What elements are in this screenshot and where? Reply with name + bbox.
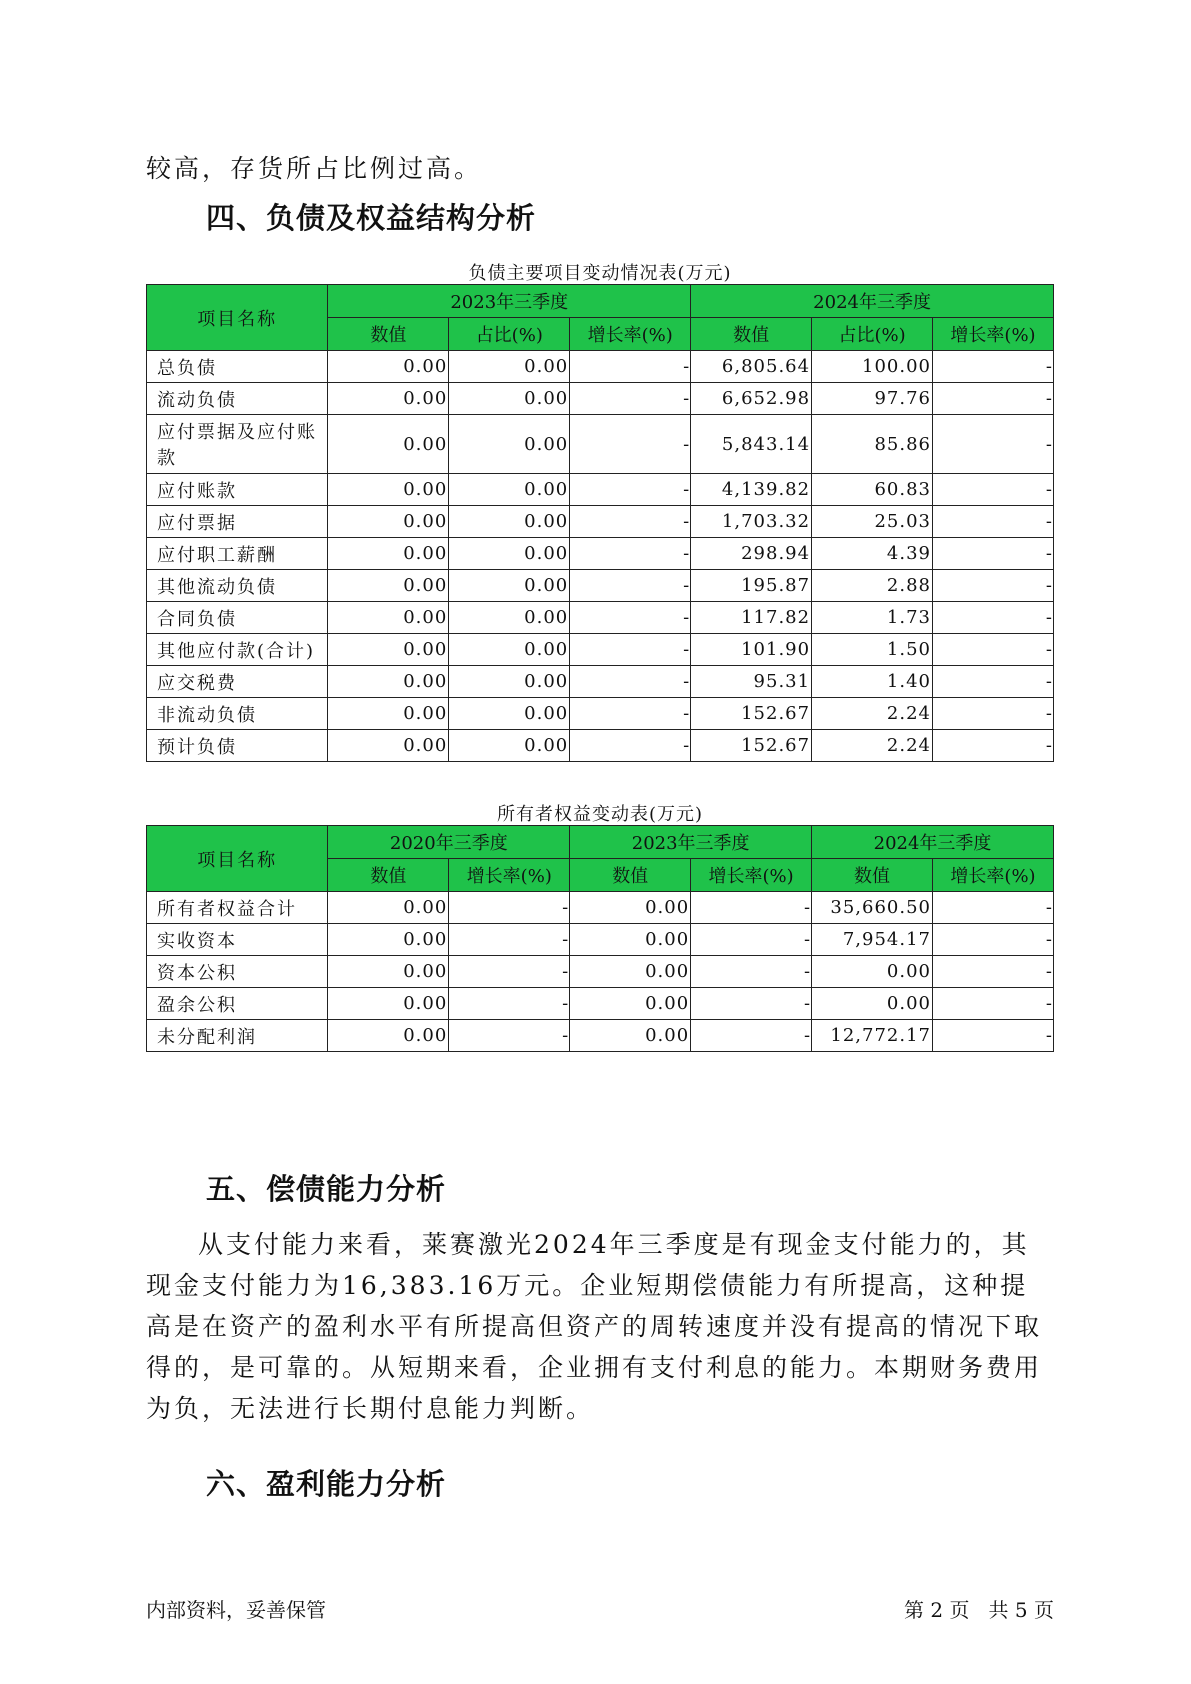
row-label: 未分配利润 [147,1020,328,1052]
table-row [147,474,1054,506]
table-row [147,506,1054,538]
value-cell: 117.82 [691,602,812,634]
growth-cell: - [449,1020,570,1052]
growth-cell: - [933,666,1054,698]
share-cell: 2.24 [812,730,933,762]
growth-cell: - [449,956,570,988]
row-label: 应交税费 [147,666,328,698]
table-row [147,698,1054,730]
growth-cell: - [933,351,1054,383]
value-cell: 4,139.82 [691,474,812,506]
growth-cell: - [933,698,1054,730]
share-cell: 0.00 [449,351,570,383]
value-cell: 5,843.14 [691,415,812,474]
value-cell: 298.94 [691,538,812,570]
share-cell: 0.00 [449,698,570,730]
share-cell: 2.24 [812,698,933,730]
period-header: 2024年三季度 [691,285,1054,318]
row-label: 预计负债 [147,730,328,762]
value-cell: 152.67 [691,698,812,730]
share-cell: 0.00 [449,415,570,474]
value-cell: 12,772.17 [812,1020,933,1052]
growth-cell: - [691,892,812,924]
period-header: 2024年三季度 [812,826,1054,859]
growth-cell: - [933,570,1054,602]
share-cell: 1.50 [812,634,933,666]
value-cell: 0.00 [812,988,933,1020]
value-cell: 0.00 [328,415,449,474]
table-row [147,892,1054,924]
share-cell: 100.00 [812,351,933,383]
share-cell: 0.00 [449,570,570,602]
row-label: 合同负债 [147,602,328,634]
row-label: 应付职工薪酬 [147,538,328,570]
section5-heading: 五、偿债能力分析 [206,1172,447,1206]
period-header: 2023年三季度 [570,826,812,859]
growth-cell: - [933,988,1054,1020]
value-cell: 7,954.17 [812,924,933,956]
growth-cell: - [933,602,1054,634]
share-cell: 0.00 [449,666,570,698]
growth-cell: - [570,634,691,666]
value-cell: 0.00 [328,634,449,666]
name-column-header: 项目名称 [147,826,328,892]
value-cell: 0.00 [328,956,449,988]
share-cell: 1.73 [812,602,933,634]
sub-header: 占比(%) [812,318,933,351]
table-row [147,383,1054,415]
growth-cell: - [933,892,1054,924]
value-cell: 0.00 [328,506,449,538]
value-cell: 0.00 [328,538,449,570]
equity-table [146,825,1054,1052]
table-row [147,1020,1054,1052]
row-label: 资本公积 [147,956,328,988]
growth-cell: - [570,602,691,634]
growth-cell: - [933,415,1054,474]
growth-cell: - [933,1020,1054,1052]
liabilities-table-caption: 负债主要项目变动情况表(万元) [468,263,732,284]
value-cell: 0.00 [328,570,449,602]
share-cell: 0.00 [449,474,570,506]
value-cell: 0.00 [328,1020,449,1052]
growth-cell: - [570,383,691,415]
table-row [147,602,1054,634]
growth-cell: - [933,730,1054,762]
table-row [147,570,1054,602]
value-cell: 195.87 [691,570,812,602]
share-cell: 0.00 [449,383,570,415]
share-cell: 0.00 [449,730,570,762]
value-cell: 6,652.98 [691,383,812,415]
value-cell: 0.00 [570,1020,691,1052]
growth-cell: - [449,892,570,924]
growth-cell: - [570,666,691,698]
growth-cell: - [570,730,691,762]
share-cell: 60.83 [812,474,933,506]
row-label: 应付票据 [147,506,328,538]
sub-header: 增长率(%) [570,318,691,351]
growth-cell: - [570,538,691,570]
value-cell: 95.31 [691,666,812,698]
growth-cell: - [933,506,1054,538]
footer-confidential-note: 内部资料，妥善保管 [146,1598,326,1622]
share-cell: 85.86 [812,415,933,474]
liabilities-table [146,284,1054,762]
growth-cell: - [933,956,1054,988]
equity-table-caption: 所有者权益变动表(万元) [496,804,704,825]
row-label: 总负债 [147,351,328,383]
share-cell: 97.76 [812,383,933,415]
row-label: 盈余公积 [147,988,328,1020]
table-row [147,415,1054,474]
value-cell: 0.00 [328,666,449,698]
value-cell: 0.00 [328,383,449,415]
value-cell: 6,805.64 [691,351,812,383]
sub-header: 数值 [691,318,812,351]
growth-cell: - [691,956,812,988]
table-row [147,351,1054,383]
share-cell: 0.00 [449,634,570,666]
growth-cell: - [933,474,1054,506]
growth-cell: - [570,570,691,602]
value-cell: 0.00 [328,924,449,956]
period-header: 2020年三季度 [328,826,570,859]
row-label: 应付账款 [147,474,328,506]
growth-cell: - [449,924,570,956]
share-cell: 0.00 [449,506,570,538]
value-cell: 0.00 [812,956,933,988]
row-label: 其他应付款(合计) [147,634,328,666]
growth-cell: - [933,383,1054,415]
section4-heading: 四、负债及权益结构分析 [206,201,537,235]
share-cell: 25.03 [812,506,933,538]
period-header: 2023年三季度 [328,285,691,318]
value-cell: 0.00 [328,602,449,634]
solvency-paragraph: 从支付能力来看，莱赛激光2024年三季度是有现金支付能力的，其现金支付能力为16,383.16万元。企业短期偿债能力有所提高，这种提高是在资产的盈利水平有所提高但资产的周转速度并没有提高的情况下取得的，是可靠的。从短期来看，企业拥有支付利息的能力。本期财务费用为负，无法进行长期付息能力判断。 [146,1230,1043,1423]
growth-cell: - [570,351,691,383]
table-row [147,634,1054,666]
table-row [147,988,1054,1020]
value-cell: 0.00 [570,892,691,924]
value-cell: 101.90 [691,634,812,666]
value-cell: 1,703.32 [691,506,812,538]
footer-page-number: 第 2 页 共 5 页 [904,1598,1054,1622]
row-label: 其他流动负债 [147,570,328,602]
share-cell: 4.39 [812,538,933,570]
growth-cell: - [449,988,570,1020]
table-row [147,666,1054,698]
row-label: 应付票据及应付账款 [147,415,328,474]
row-label: 非流动负债 [147,698,328,730]
growth-cell: - [570,506,691,538]
sub-header: 增长率(%) [449,859,570,892]
row-label: 实收资本 [147,924,328,956]
section6-heading: 六、盈利能力分析 [206,1467,447,1501]
share-cell: 0.00 [449,538,570,570]
table-row [147,730,1054,762]
share-cell: 2.88 [812,570,933,602]
growth-cell: - [933,924,1054,956]
table-row [147,538,1054,570]
value-cell: 0.00 [328,892,449,924]
value-cell: 0.00 [328,988,449,1020]
sub-header: 增长率(%) [933,318,1054,351]
value-cell: 0.00 [328,474,449,506]
value-cell: 0.00 [570,924,691,956]
sub-header: 数值 [570,859,691,892]
growth-cell: - [691,988,812,1020]
row-label: 流动负债 [147,383,328,415]
value-cell: 0.00 [328,730,449,762]
sub-header: 增长率(%) [691,859,812,892]
share-cell: 0.00 [449,602,570,634]
sub-header: 占比(%) [449,318,570,351]
continued-paragraph: 较高，存货所占比例过高。 [146,154,483,183]
sub-header: 数值 [812,859,933,892]
sub-header: 数值 [328,318,449,351]
value-cell: 35,660.50 [812,892,933,924]
growth-cell: - [570,698,691,730]
value-cell: 0.00 [328,351,449,383]
growth-cell: - [570,474,691,506]
table-row [147,956,1054,988]
growth-cell: - [691,1020,812,1052]
name-column-header: 项目名称 [147,285,328,351]
sub-header: 增长率(%) [933,859,1054,892]
growth-cell: - [933,538,1054,570]
value-cell: 152.67 [691,730,812,762]
growth-cell: - [691,924,812,956]
row-label: 所有者权益合计 [147,892,328,924]
share-cell: 1.40 [812,666,933,698]
sub-header: 数值 [328,859,449,892]
value-cell: 0.00 [570,988,691,1020]
value-cell: 0.00 [328,698,449,730]
value-cell: 0.00 [570,956,691,988]
growth-cell: - [570,415,691,474]
growth-cell: - [933,634,1054,666]
table-row [147,924,1054,956]
